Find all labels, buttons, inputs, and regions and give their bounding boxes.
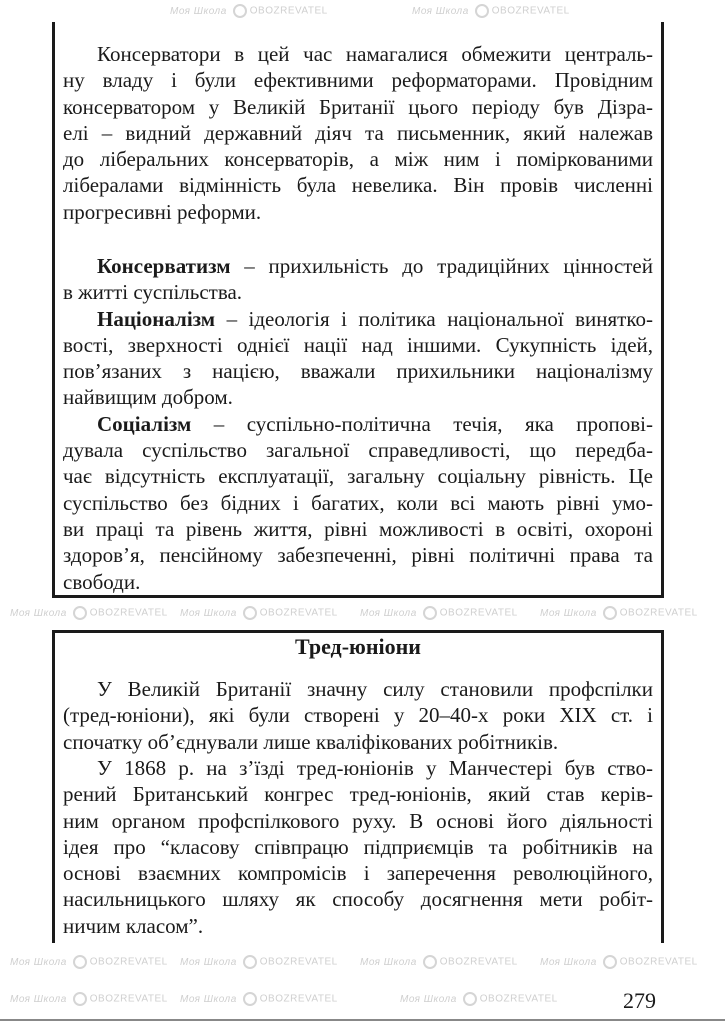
definition-text: – прихильність до традиційних цінностей [230,254,653,278]
watermark-brand-1: Моя Школа [10,993,67,1005]
text-line: ідея про “класову співпрацю підприємців та робітників на [63,834,653,859]
watermark-brand-2: OBOZREVATEL [89,956,168,968]
watermark [180,606,338,621]
watermark [170,4,328,19]
text-line: Консерватори в цей час намагалися обмежити централь- [97,42,653,66]
watermark-brand-1: Моя Школа [412,5,469,17]
watermark-brand-2: OBOZREVATEL [479,993,558,1005]
watermark-brand-1: Моя Школа [360,956,417,968]
watermark-brand-2: OBOZREVATEL [439,607,518,619]
text-line: У Великій Британії значну силу становили профспілки [97,677,653,701]
text-line: найвищим добром. [63,385,233,410]
watermark [360,955,518,970]
text-line: У 1868 р. на з’їзді тред-юніонів у Манчестері був ство- [97,756,653,780]
watermark-logo-icon [243,606,257,620]
trade-unions-paragraph-1 [63,676,653,755]
watermark [10,992,168,1007]
definition-term: Націоналізм [97,306,216,331]
watermark [540,955,698,970]
watermark-brand-2: OBOZREVATEL [491,5,570,17]
text-line: суспільство без бідних і багатих, коли всі мають рівні умо- [63,490,653,515]
watermark-brand-2: OBOZREVATEL [259,607,338,619]
watermark-logo-icon [423,606,437,620]
definition-first-line [63,411,653,437]
section-title: Тред-юніони [295,634,421,659]
watermark-logo-icon [423,955,437,969]
trade-unions-paragraph-2 [63,755,653,939]
text-line: пов’язаних з нацією, вважали прихильники націоналізму [63,359,653,384]
watermark-brand-1: Моя Школа [540,607,597,619]
definition-first-line [63,253,653,279]
text-line: (тред-юніони), які були створені у 20–40-х роки XIX ст. і [63,703,653,728]
watermark-brand-1: Моя Школа [540,956,597,968]
text-line: рений Британський конгрес тред-юніонів, який став керів- [63,782,653,807]
text-line: прогресивні реформи. [63,199,262,224]
watermark-brand-1: Моя Школа [10,956,67,968]
watermark [360,606,518,621]
definitions-list [63,253,653,595]
watermark-brand-2: OBOZREVATEL [89,607,168,619]
watermark-logo-icon [73,992,87,1006]
watermark [180,955,338,970]
watermark-brand-1: Моя Школа [360,607,417,619]
watermark [180,992,338,1007]
text-line: насильницького шляху як способу досягнення мети робіт- [63,887,653,912]
watermark [540,606,698,621]
text-line: чає відсутність експлуатації, загальну соціальну рівність. Це [63,464,653,489]
watermark-brand-2: OBOZREVATEL [89,993,168,1005]
watermark-brand-1: Моя Школа [180,607,237,619]
conservatives-paragraph [63,41,653,225]
text-line: консерватором у Великій Британії цього періоду був Дізра- [63,94,653,119]
watermark-logo-icon [603,606,617,620]
watermark [10,955,168,970]
watermark-logo-icon [73,955,87,969]
watermark [412,4,570,19]
text-line: спочатку об’єднували лише кваліфікованих робітників. [63,729,559,754]
watermark-brand-1: Моя Школа [170,5,227,17]
text-line: до ліберальних консерваторів, а між ним і поміркованими [63,147,653,172]
text-line: в житті суспільства. [63,280,243,305]
bottom-rule [0,1019,725,1021]
watermark-logo-icon [463,992,477,1006]
watermark-brand-1: Моя Школа [10,607,67,619]
definition-text: – суспільно-політична течія, яка пропові- [191,411,653,436]
watermark-logo-icon [233,4,247,18]
watermark-brand-2: OBOZREVATEL [259,956,338,968]
text-line: ничим класом”. [63,913,204,938]
watermark-logo-icon [603,955,617,969]
watermark-logo-icon [475,4,489,18]
text-line: елі – видний державний діяч та письменник, який належав [63,120,653,145]
watermark [400,992,558,1007]
text-line: ну владу і були ефективними реформаторами. Провідним [63,68,653,93]
text-line: ним органом профспілкового руху. В основі його діяльності [63,808,653,833]
definition-term: Соціалізм [97,411,192,436]
watermark [10,606,168,621]
text-line: лібералами відмінність була невелика. Він провів численні [63,173,653,198]
definition-text: – ідеологія і політика національної винятко- [215,306,653,331]
definition-first-line [63,306,653,332]
watermark-brand-2: OBOZREVATEL [619,956,698,968]
watermark-brand-2: OBOZREVATEL [259,993,338,1005]
watermark-brand-2: OBOZREVATEL [439,956,518,968]
watermark-brand-1: Моя Школа [400,993,457,1005]
page-number: 279 [623,988,656,1013]
definition-term: Консерватизм [97,254,231,278]
text-line: здоров’я, пенсійному забезпеченні, рівні політичні права та [63,543,653,568]
watermark-logo-icon [243,992,257,1006]
watermark-brand-2: OBOZREVATEL [249,5,328,17]
watermark-logo-icon [73,606,87,620]
text-line: вості, зверхності однієї нації над іншими. Сукупність ідей, [63,332,653,357]
watermark-brand-1: Моя Школа [180,993,237,1005]
text-line: ви праці та рівень життя, рівні можливості в освіті, охороні [63,516,653,541]
text-line: основі взаємних компромісів і заперечення революційного, [63,861,653,886]
watermark-brand-2: OBOZREVATEL [619,607,698,619]
text-line: дувала суспільство загальної справедливості, що передба- [63,438,653,463]
watermark-brand-1: Моя Школа [180,956,237,968]
watermark-logo-icon [243,955,257,969]
text-line: свободи. [63,569,141,594]
